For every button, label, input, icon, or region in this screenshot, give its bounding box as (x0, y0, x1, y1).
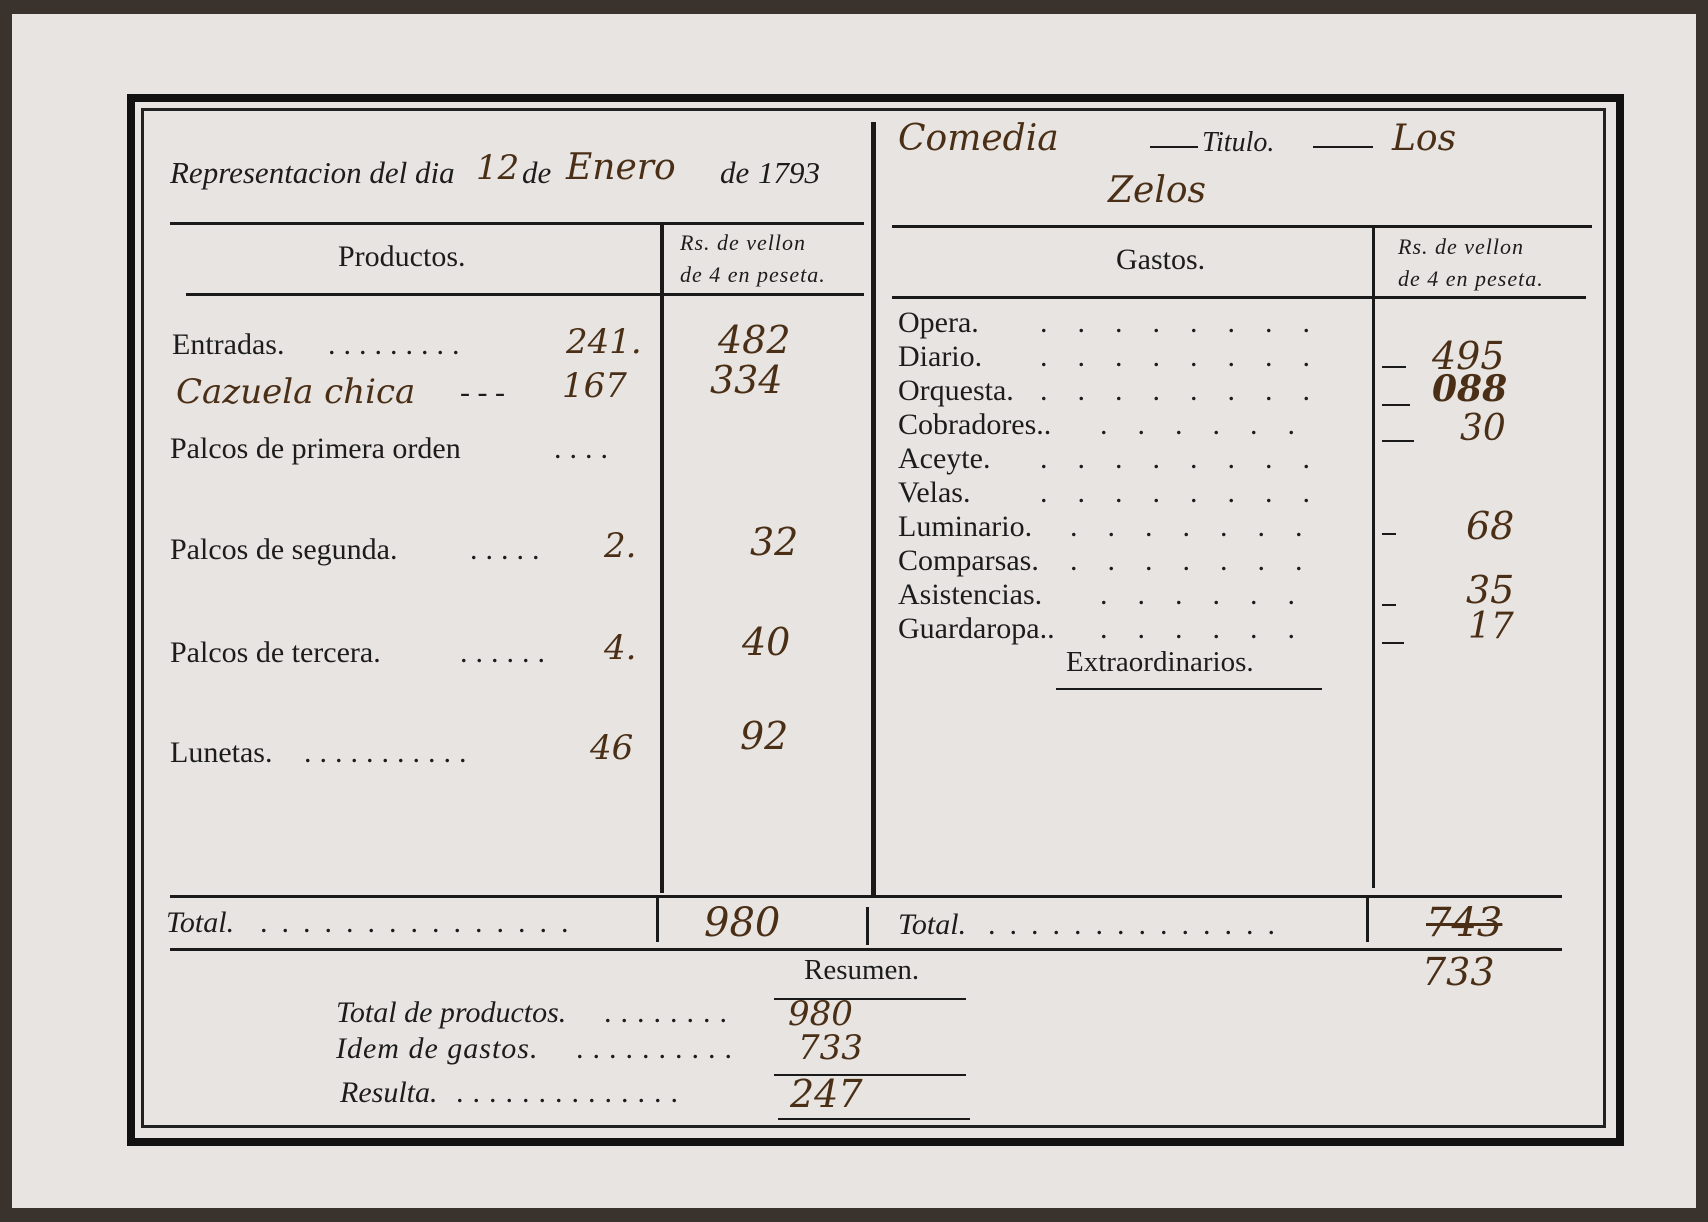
center-divider-total (866, 907, 869, 945)
productos-row-label: Lunetas. (170, 736, 273, 769)
leader-dots: ...... (460, 636, 553, 669)
gastos-row-label: Guardaropa.. (898, 612, 1055, 645)
productos-row-count: 4. (604, 628, 637, 668)
leader-dots: ...... (1100, 578, 1325, 611)
amount-dash (1382, 440, 1414, 442)
amount-dash (1382, 642, 1404, 644)
title-value-2: Zelos (1108, 170, 1206, 211)
representacion-label: Representacion del dia (170, 155, 455, 190)
productos-currency-2: de 4 en peseta. (680, 262, 826, 287)
productos-row-count: 2. (604, 526, 637, 566)
leader-dots: ....... (1070, 544, 1333, 577)
gastos-row-label: Opera. (898, 306, 979, 339)
gastos-row-amount: 35 (1466, 568, 1515, 612)
leader-dots: ..... (470, 533, 548, 566)
productos-row-count: 46 (590, 728, 634, 768)
gastos-amount-divider (1372, 228, 1375, 888)
comedia-value: Comedia (898, 118, 1059, 159)
center-divider (871, 122, 876, 897)
gastos-row-amount: 17 (1468, 606, 1514, 647)
year-value: 1793 (758, 155, 820, 190)
gastos-heading: Gastos. (1116, 243, 1206, 276)
day-value: 12 (476, 148, 520, 188)
colhead-rule-left (186, 293, 864, 296)
gastos-currency-1: Rs. de vellon (1398, 234, 1525, 259)
gastos-row-label: Luminario. (898, 510, 1033, 543)
gastos-row-label: Diario. (898, 340, 983, 373)
leader-dots: .............. (456, 1076, 687, 1109)
leader-dots: ............... (260, 906, 583, 939)
amount-dash (1382, 604, 1396, 606)
leader-dots: ........ (1040, 306, 1340, 339)
leader-dots: .............. (988, 908, 1289, 941)
leader-dots: ....... (1070, 510, 1333, 543)
productos-row-count: 167 (562, 366, 627, 406)
leader-dots: .......... (576, 1032, 741, 1065)
leader-dots: ........ (1040, 374, 1340, 407)
leader-dashes: - - - (460, 376, 505, 409)
productos-currency-1: Rs. de vellon (680, 230, 807, 255)
productos-row-label: Palcos de segunda. (170, 533, 398, 566)
gastos-currency-2: de 4 en peseta. (1398, 266, 1544, 291)
de-label-2: de (720, 155, 750, 190)
leader-dots: ...... (1100, 408, 1325, 441)
gastos-total-value: 733 (1422, 950, 1495, 994)
leader-dots: ........ (1040, 340, 1340, 373)
gastos-total-struck: 743 (1426, 900, 1503, 946)
gastos-total-label: Total. (898, 908, 967, 941)
resumen-heading: Resumen. (804, 954, 920, 986)
gastos-row-label: Asistencias. (898, 578, 1043, 611)
amount-dash (1382, 533, 1396, 535)
productos-row-label: Palcos de tercera. (170, 636, 381, 669)
gastos-row-label: Cobradores.. (898, 408, 1052, 441)
resumen-row-label: Resulta. (340, 1076, 438, 1109)
gastos-row-amount: 30 (1460, 408, 1506, 449)
colhead-rule-right (892, 296, 1586, 299)
leader-dots: ........ (1040, 476, 1340, 509)
productos-total-value: 980 (704, 900, 781, 946)
month-value: Enero (566, 147, 676, 188)
resumen-rule-3 (778, 1118, 970, 1120)
total-divider-right (1366, 898, 1369, 942)
productos-row-amount: 92 (740, 714, 789, 758)
title-dash-2 (1313, 146, 1373, 148)
leader-dots: ........ (1040, 442, 1340, 475)
leader-dots: .... (554, 432, 616, 465)
gastos-row-amount: 495 (1432, 334, 1505, 378)
leader-dots: ...... (1100, 612, 1325, 645)
extraordinarios-label: Extraordinarios. (1066, 646, 1254, 678)
gastos-row-label: Aceyte. (898, 442, 991, 475)
total-rule-top (170, 895, 1562, 898)
productos-row-label: Entradas. (172, 328, 285, 361)
gastos-row-amount: 68 (1466, 504, 1515, 548)
leader-dots: ......... (328, 328, 468, 361)
total-rule-bottom (170, 948, 1562, 951)
productos-row-amount: 40 (742, 620, 791, 664)
header-rule-right (892, 225, 1592, 228)
productos-row-count: 241. (566, 322, 642, 362)
resumen-row-value: 980 (788, 994, 853, 1034)
extraordinarios-rule (1056, 688, 1322, 690)
gastos-row-label: Velas. (898, 476, 971, 509)
resumen-row-value: 247 (790, 1072, 863, 1116)
total-divider-left (656, 898, 659, 942)
productos-total-label: Total. (166, 906, 235, 939)
resumen-row-label: Total de productos. (336, 996, 567, 1029)
productos-heading: Productos. (338, 240, 466, 273)
productos-row-label: Palcos de primera orden (170, 432, 461, 465)
productos-row-amount: 334 (710, 358, 783, 402)
productos-row-label: Cazuela chica (176, 372, 416, 412)
leader-dots: ........... (304, 736, 475, 769)
title-dash-1 (1150, 146, 1198, 148)
leader-dots: ........ (604, 996, 736, 1029)
gastos-row-label: Orquesta. (898, 374, 1014, 407)
amount-dash (1382, 404, 1410, 406)
title-value-1: Los (1392, 118, 1457, 159)
resumen-row-value: 733 (798, 1028, 863, 1068)
titulo-label: Titulo. (1202, 127, 1275, 158)
gastos-row-amount: 088 (1432, 368, 1508, 410)
de-label-1: de (522, 155, 552, 190)
productos-row-amount: 32 (750, 520, 799, 564)
amount-dash (1382, 366, 1406, 368)
header-rule-left (170, 222, 864, 225)
gastos-row-label: Comparsas. (898, 544, 1039, 577)
productos-amount-divider (660, 225, 664, 893)
resumen-row-label: Idem de gastos. (336, 1032, 539, 1065)
productos-row-amount: 482 (718, 318, 791, 362)
